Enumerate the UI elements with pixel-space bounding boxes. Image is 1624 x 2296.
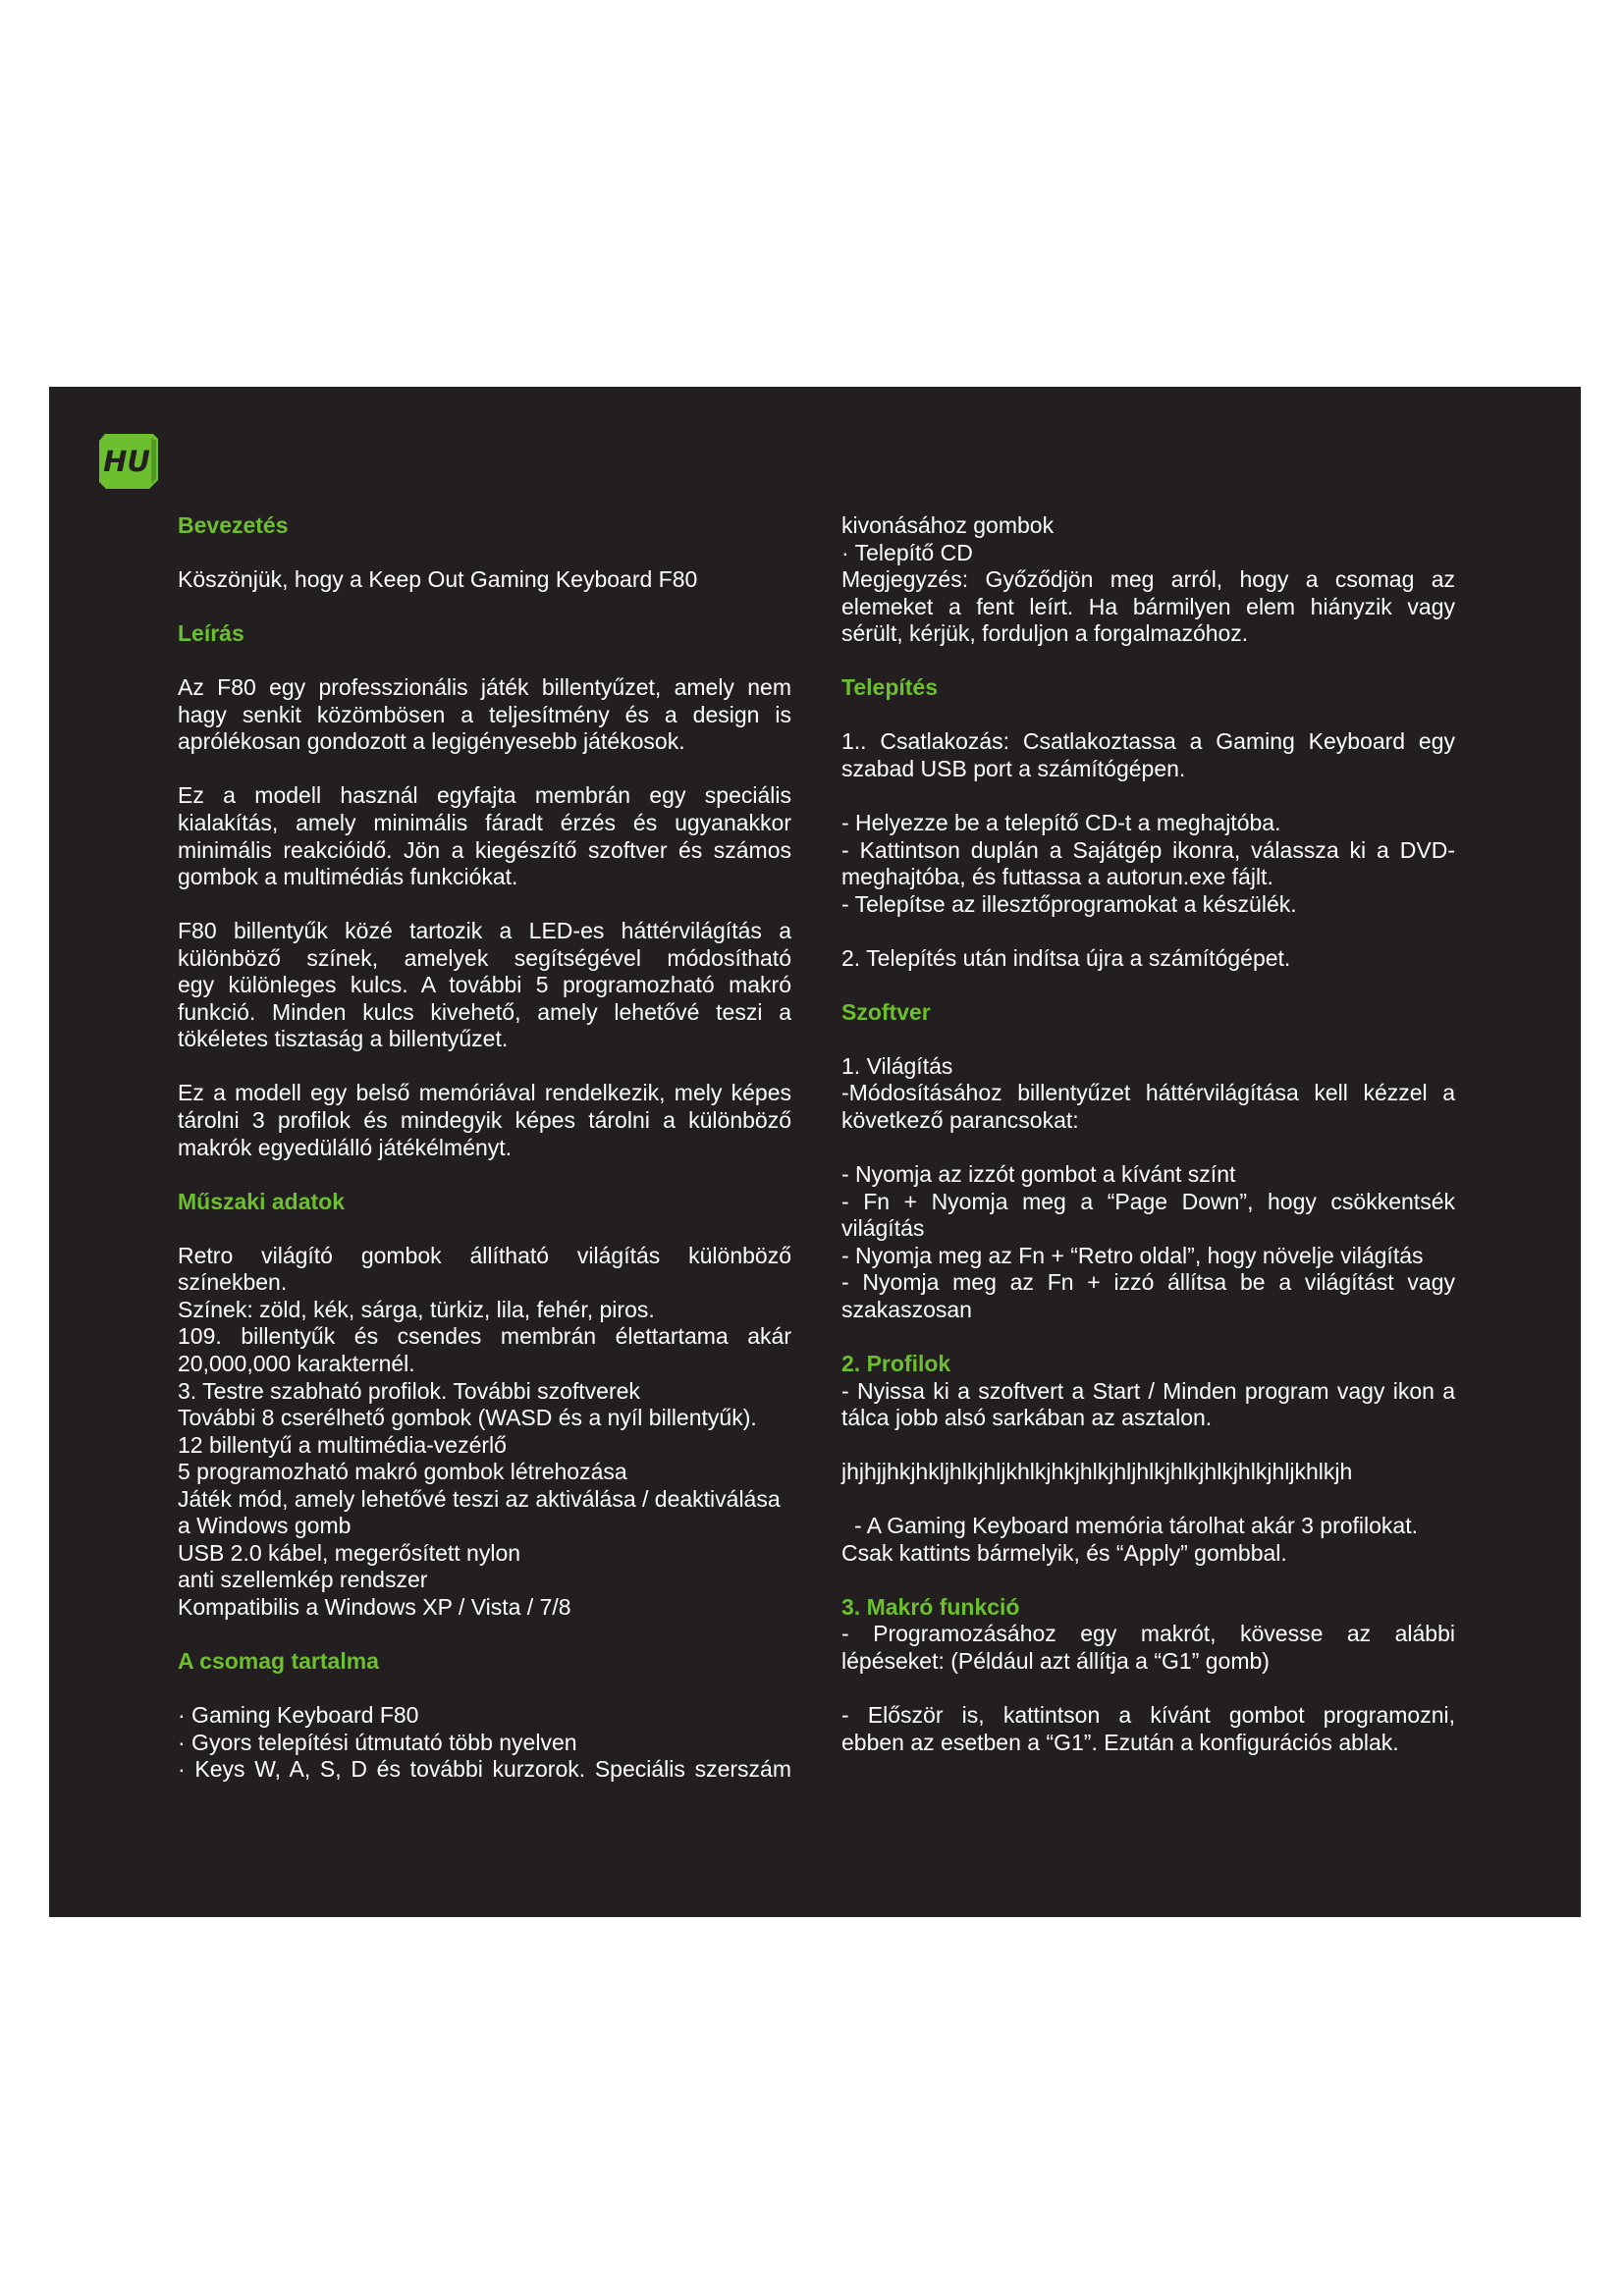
spec-line: 3. Testre szabható profilok. További szoftverek — [178, 1377, 640, 1404]
spec-line: Retro világító gombok állítható világítás különböző — [178, 1242, 791, 1268]
spec-line: További 8 cserélhető gombok (WASD és a nyíl billentyűk). — [178, 1405, 757, 1431]
text-line: - Nyomja meg az Fn + “Retro oldal”, hogy növelje világítás — [841, 1242, 1424, 1268]
heading-software: Szoftver — [841, 998, 931, 1025]
spec-line: Játék mód, amely lehetővé teszi az aktiválása / deaktiválása — [178, 1485, 781, 1512]
heading-description: Leírás — [178, 620, 244, 647]
paragraph — [841, 810, 1455, 918]
text-line: aprólékosan gondozott a legigényesebb játékosok. — [178, 728, 685, 755]
text-line: különböző színek, amelyek segítségével módosítható — [178, 944, 791, 971]
badge-label: HU — [103, 445, 150, 478]
spec-line: Kompatibilis a Windows XP / Vista / 7/8 — [178, 1593, 571, 1620]
spec-line: Színek: zöld, kék, sárga, türkiz, lila, fehér, piros. — [178, 1296, 655, 1322]
note-paragraph — [841, 566, 1455, 648]
paragraph — [178, 782, 791, 890]
package-list — [178, 1702, 791, 1784]
paragraph — [841, 728, 1455, 782]
heading-package-contents: A csomag tartalma — [178, 1647, 379, 1674]
text-line: - Telepítse az illesztőprogramokat a készülék. — [841, 890, 1297, 917]
spec-line: 109. billentyűk és csendes membrán élettartama akár — [178, 1323, 791, 1350]
heading-macro: 3. Makró funkció — [841, 1593, 1020, 1620]
text-line: hagy senkit közömbösen a teljesítmény és a design is — [178, 701, 791, 727]
heading-introduction: Bevezetés — [178, 512, 289, 538]
paragraph — [841, 1702, 1455, 1756]
spec-line: színekben. — [178, 1269, 288, 1296]
specs-list — [178, 1243, 791, 1622]
text-line: 1.. Csatlakozás: Csatlakoztassa a Gaming Keyboard egy — [841, 728, 1455, 755]
text-line: tökéletes tisztaság a billentyűzet. — [178, 1026, 509, 1052]
left-column — [178, 512, 791, 1784]
text-line: - Kattintson duplán a Sajátgép ikonra, válassza ki a DVD- — [841, 836, 1455, 863]
text-line: - Programozásához egy makrót, kövesse az alábbi — [841, 1621, 1455, 1647]
right-column — [841, 512, 1455, 1756]
text-line: - Nyomja az izzót gombot a kívánt színt — [841, 1161, 1236, 1188]
text-line: szakaszosan — [841, 1296, 972, 1322]
text-line: - Először is, kattintson a kívánt gombot programozni, — [841, 1702, 1455, 1729]
spec-line: anti szellemkép rendszer — [178, 1567, 428, 1593]
text-line: kialakítás, amely minimális fáradt érzés és ugyanakkor — [178, 810, 791, 836]
text-line: F80 billentyűk közé tartozik a LED-es háttérvilágítás a — [178, 918, 791, 944]
text-line: - Nyissa ki a szoftvert a Start / Minden program vagy ikon a — [841, 1377, 1455, 1404]
heading-specs: Műszaki adatok — [178, 1188, 345, 1214]
heading-installation: Telepítés — [841, 674, 938, 701]
text-line: minimális reakcióidő. Jön a kiegészítő szoftver és számos — [178, 836, 791, 863]
text-line: világítás — [841, 1215, 925, 1242]
package-list-continued — [841, 512, 1455, 566]
text-line: Ez a modell használ egyfajta membrán egy speciális — [178, 782, 791, 809]
text-line: szabad USB port a számítógépen. — [841, 755, 1186, 781]
spec-line: 20,000,000 karakternél. — [178, 1350, 415, 1376]
text-line: Ez a modell egy belső memóriával rendelkezik, mely képes — [178, 1080, 791, 1106]
spec-line: 12 billentyű a multimédia-vezérlő — [178, 1431, 507, 1458]
text-line: - Fn + Nyomja meg a “Page Down”, hogy csökkentsék — [841, 1188, 1455, 1214]
text-line: 1. Világítás — [841, 1052, 953, 1079]
paragraph — [178, 674, 791, 756]
text-line: Az F80 egy professzionális játék billentyűzet, amely nem — [178, 674, 791, 701]
text-line: meghajtóba, és futtassa a autorun.exe fájlt. — [841, 864, 1273, 890]
paragraph — [841, 1513, 1455, 1567]
text-line: sérült, kérjük, forduljon a forgalmazóhoz. — [841, 620, 1249, 647]
language-badge-icon — [97, 432, 160, 491]
text-line: tárolni 3 profilok és mindegyik képes tárolni a különböző — [178, 1107, 791, 1134]
paragraph — [841, 1378, 1455, 1432]
paragraph — [841, 1621, 1455, 1675]
paragraph — [841, 1459, 1455, 1486]
text-line: - A Gaming Keyboard memória tárolhat akár 3 profilokat. — [854, 1513, 1419, 1539]
paragraph — [841, 1053, 1455, 1135]
list-item: · Keys W, A, S, D és további kurzorok. Speciális szerszám — [178, 1756, 791, 1783]
paragraph — [178, 1080, 791, 1161]
heading-profiles: 2. Profilok — [841, 1350, 951, 1376]
text-line: Csak kattints bármelyik, és “Apply” gombbal. — [841, 1539, 1287, 1566]
paragraph — [841, 945, 1455, 973]
text-line: egy különleges kulcs. A további 5 programozható makró — [178, 972, 791, 998]
text-line: - Helyezze be a telepítő CD-t a meghajtóba. — [841, 810, 1281, 836]
spec-line: USB 2.0 kábel, megerősített nylon — [178, 1539, 521, 1566]
list-item: · Gaming Keyboard F80 — [178, 1702, 419, 1729]
list-item: · Gyors telepítési útmutató több nyelven — [178, 1729, 577, 1755]
text-line: 2. Telepítés után indítsa újra a számítógépet. — [841, 944, 1291, 971]
spec-line: a Windows gomb — [178, 1513, 352, 1539]
text-line: elemeket a fent leírt. Ha bármilyen elem hiányzik vagy — [841, 593, 1455, 619]
text-line: gombok a multimédiás funkciókat. — [178, 864, 518, 890]
paragraph — [841, 1161, 1455, 1323]
text-line: funkció. Minden kulcs kivehető, amely lehetővé teszi a — [178, 998, 791, 1025]
text-line: ebben az esetben a “G1”. Ezután a konfigurációs ablak. — [841, 1729, 1399, 1755]
list-item: · Telepítő CD — [841, 539, 973, 565]
text-line: -Módosításához billentyűzet háttérvilágítása kell kézzel a — [841, 1080, 1455, 1106]
text-line: Köszönjük, hogy a Keep Out Gaming Keyboard F80 — [178, 566, 698, 593]
spec-line: 5 programozható makró gombok létrehozása — [178, 1459, 627, 1485]
text-line: makrók egyedülálló játékélményt. — [178, 1134, 513, 1160]
list-item: kivonásához gombok — [841, 512, 1055, 538]
text-line: következő parancsokat: — [841, 1107, 1079, 1134]
text-line: Megjegyzés: Győződjön meg arról, hogy a csomag az — [841, 566, 1455, 593]
text-line: tálca jobb alsó sarkában az asztalon. — [841, 1405, 1213, 1431]
text-line: - Nyomja meg az Fn + izzó állítsa be a világítást vagy — [841, 1269, 1455, 1296]
paragraph — [178, 918, 791, 1053]
text-line: lépéseket: (Például azt állítja a “G1” gomb) — [841, 1647, 1270, 1674]
text-line: jhjhjjhkjhkljhlkjhljkhlkjhkjhlkjhljhlkjhlkjhlkjhlkjhljkhlkjh — [841, 1459, 1353, 1485]
